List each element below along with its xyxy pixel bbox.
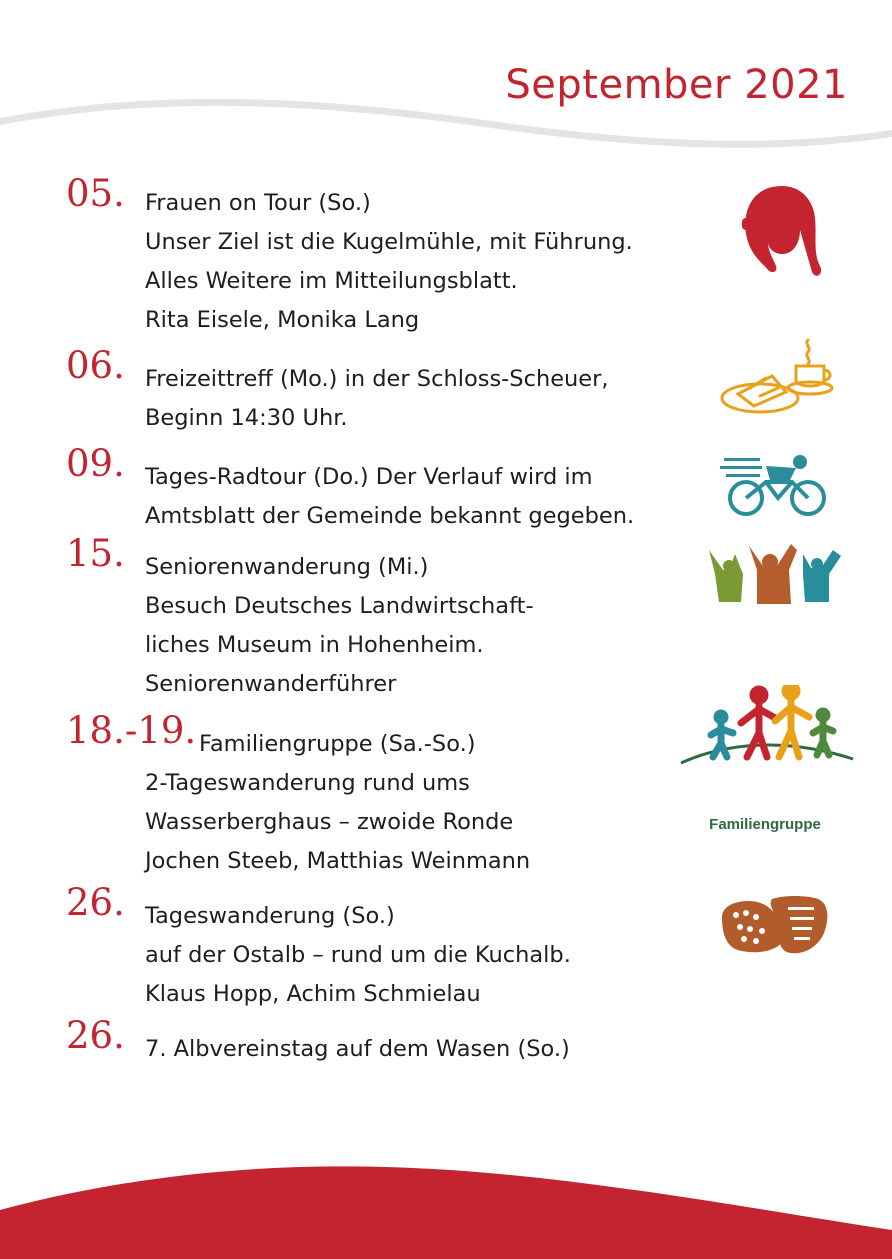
event-date: 18.-19. bbox=[66, 709, 197, 752]
event-line: auf der Ostalb – rund um die Kuchalb. bbox=[145, 942, 571, 968]
event-date: 09. bbox=[66, 442, 125, 485]
footer-wave bbox=[0, 1150, 892, 1259]
event-line: Rita Eisele, Monika Lang bbox=[145, 307, 420, 333]
event-line: Beginn 14:30 Uhr. bbox=[145, 405, 348, 431]
event-date: 06. bbox=[66, 344, 125, 387]
family-group-logo-text: Familiengruppe bbox=[709, 816, 821, 833]
seniors-group-icon bbox=[705, 540, 845, 612]
page-title: September 2021 bbox=[505, 62, 848, 108]
event-line: Jochen Steeb, Matthias Weinmann bbox=[145, 848, 531, 874]
event-description bbox=[145, 360, 609, 438]
event-line: Seniorenwanderung (Mi.) bbox=[145, 554, 429, 580]
event-description bbox=[145, 725, 530, 881]
event-date: 15. bbox=[66, 532, 125, 575]
event-line: Wasserberghaus – zwoide Ronde bbox=[145, 809, 514, 835]
event-date: 26. bbox=[66, 1014, 125, 1057]
event-description bbox=[145, 458, 634, 536]
woman-face-icon bbox=[738, 182, 824, 282]
event-date: 05. bbox=[66, 172, 125, 215]
event-line: Familiengruppe (Sa.-So.) bbox=[199, 731, 476, 757]
cyclist-icon bbox=[720, 452, 832, 522]
family-group-logo bbox=[675, 685, 857, 800]
event-line: Freizeittreff (Mo.) in der Schloss-Scheuer, bbox=[145, 366, 609, 392]
event-line: 7. Albvereinstag auf dem Wasen (So.) bbox=[145, 1036, 570, 1062]
event-description bbox=[145, 548, 534, 704]
event-line: Unser Ziel ist die Kugelmühle, mit Führung. bbox=[145, 229, 633, 255]
event-description bbox=[145, 184, 633, 340]
event-line: liches Museum in Hohenheim. bbox=[145, 632, 484, 658]
event-line: 2-Tageswanderung rund ums bbox=[145, 770, 470, 796]
event-line: Tages-Radtour (Do.) Der Verlauf wird im bbox=[145, 464, 593, 490]
event-date: 26. bbox=[66, 881, 125, 924]
event-description bbox=[145, 897, 571, 1014]
event-description bbox=[145, 1030, 570, 1069]
event-line: Besuch Deutsches Landwirtschaft- bbox=[145, 593, 534, 619]
hiking-boots-icon bbox=[718, 893, 830, 961]
event-line: Klaus Hopp, Achim Schmielau bbox=[145, 981, 481, 1007]
event-line: Frauen on Tour (So.) bbox=[145, 190, 371, 216]
event-line: Seniorenwanderführer bbox=[145, 671, 397, 697]
event-line: Tageswanderung (So.) bbox=[145, 903, 395, 929]
event-line: Amtsblatt der Gemeinde bekannt gegeben. bbox=[145, 503, 635, 529]
coffee-cake-icon bbox=[720, 336, 835, 426]
event-line: Alles Weitere im Mitteilungsblatt. bbox=[145, 268, 518, 294]
